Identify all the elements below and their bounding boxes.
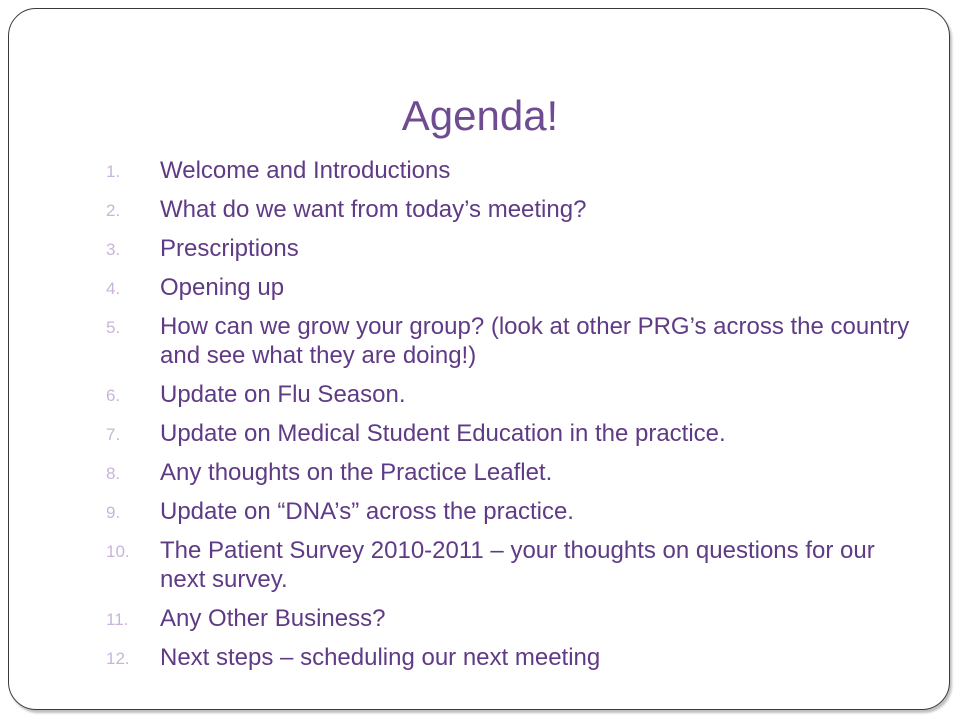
agenda-item-text: The Patient Survey 2010-2011 – your thoughts on questions for our next survey. — [160, 537, 875, 593]
agenda-item — [0, 419, 960, 448]
agenda-item-number: 3. — [106, 240, 121, 259]
agenda-list — [0, 156, 960, 682]
agenda-item — [0, 458, 960, 487]
agenda-item-text: Welcome and Introductions — [160, 157, 451, 184]
agenda-item-number: 11. — [106, 610, 129, 629]
agenda-item-text: How can we grow your group? (look at other PRG’s across the country and see what they are doing!) — [160, 313, 910, 369]
agenda-item — [0, 273, 960, 302]
agenda-item — [0, 380, 960, 409]
agenda-item-number: 5. — [106, 318, 121, 337]
agenda-item — [0, 195, 960, 224]
agenda-item-text: Any thoughts on the Practice Leaflet. — [160, 459, 553, 486]
agenda-item — [0, 497, 960, 526]
agenda-item — [0, 234, 960, 263]
agenda-item — [0, 312, 960, 370]
agenda-item-number: 8. — [106, 464, 121, 483]
agenda-item-number: 6. — [106, 386, 121, 405]
agenda-item-text: What do we want from today’s meeting? — [160, 196, 587, 223]
agenda-item-number: 9. — [106, 503, 121, 522]
agenda-item — [0, 536, 960, 594]
agenda-item-text: Update on Medical Student Education in the practice. — [160, 420, 726, 447]
agenda-item — [0, 643, 960, 672]
agenda-item-number: 12. — [106, 649, 130, 668]
agenda-item — [0, 604, 960, 633]
slide-title: Agenda! — [401, 92, 559, 139]
agenda-item-text: Update on Flu Season. — [160, 381, 406, 408]
agenda-item-number: 10. — [106, 542, 130, 561]
agenda-item-text: Opening up — [160, 274, 285, 301]
agenda-item-text: Next steps – scheduling our next meeting — [160, 644, 601, 671]
agenda-item-number: 4. — [106, 279, 121, 298]
agenda-item — [0, 156, 960, 185]
agenda-item-text: Prescriptions — [160, 235, 299, 262]
agenda-item-text: Any Other Business? — [160, 605, 386, 632]
agenda-item-number: 2. — [106, 201, 121, 220]
agenda-item-number: 1. — [106, 162, 121, 181]
agenda-item-number: 7. — [106, 425, 121, 444]
agenda-item-text: Update on “DNA’s” across the practice. — [160, 498, 574, 525]
